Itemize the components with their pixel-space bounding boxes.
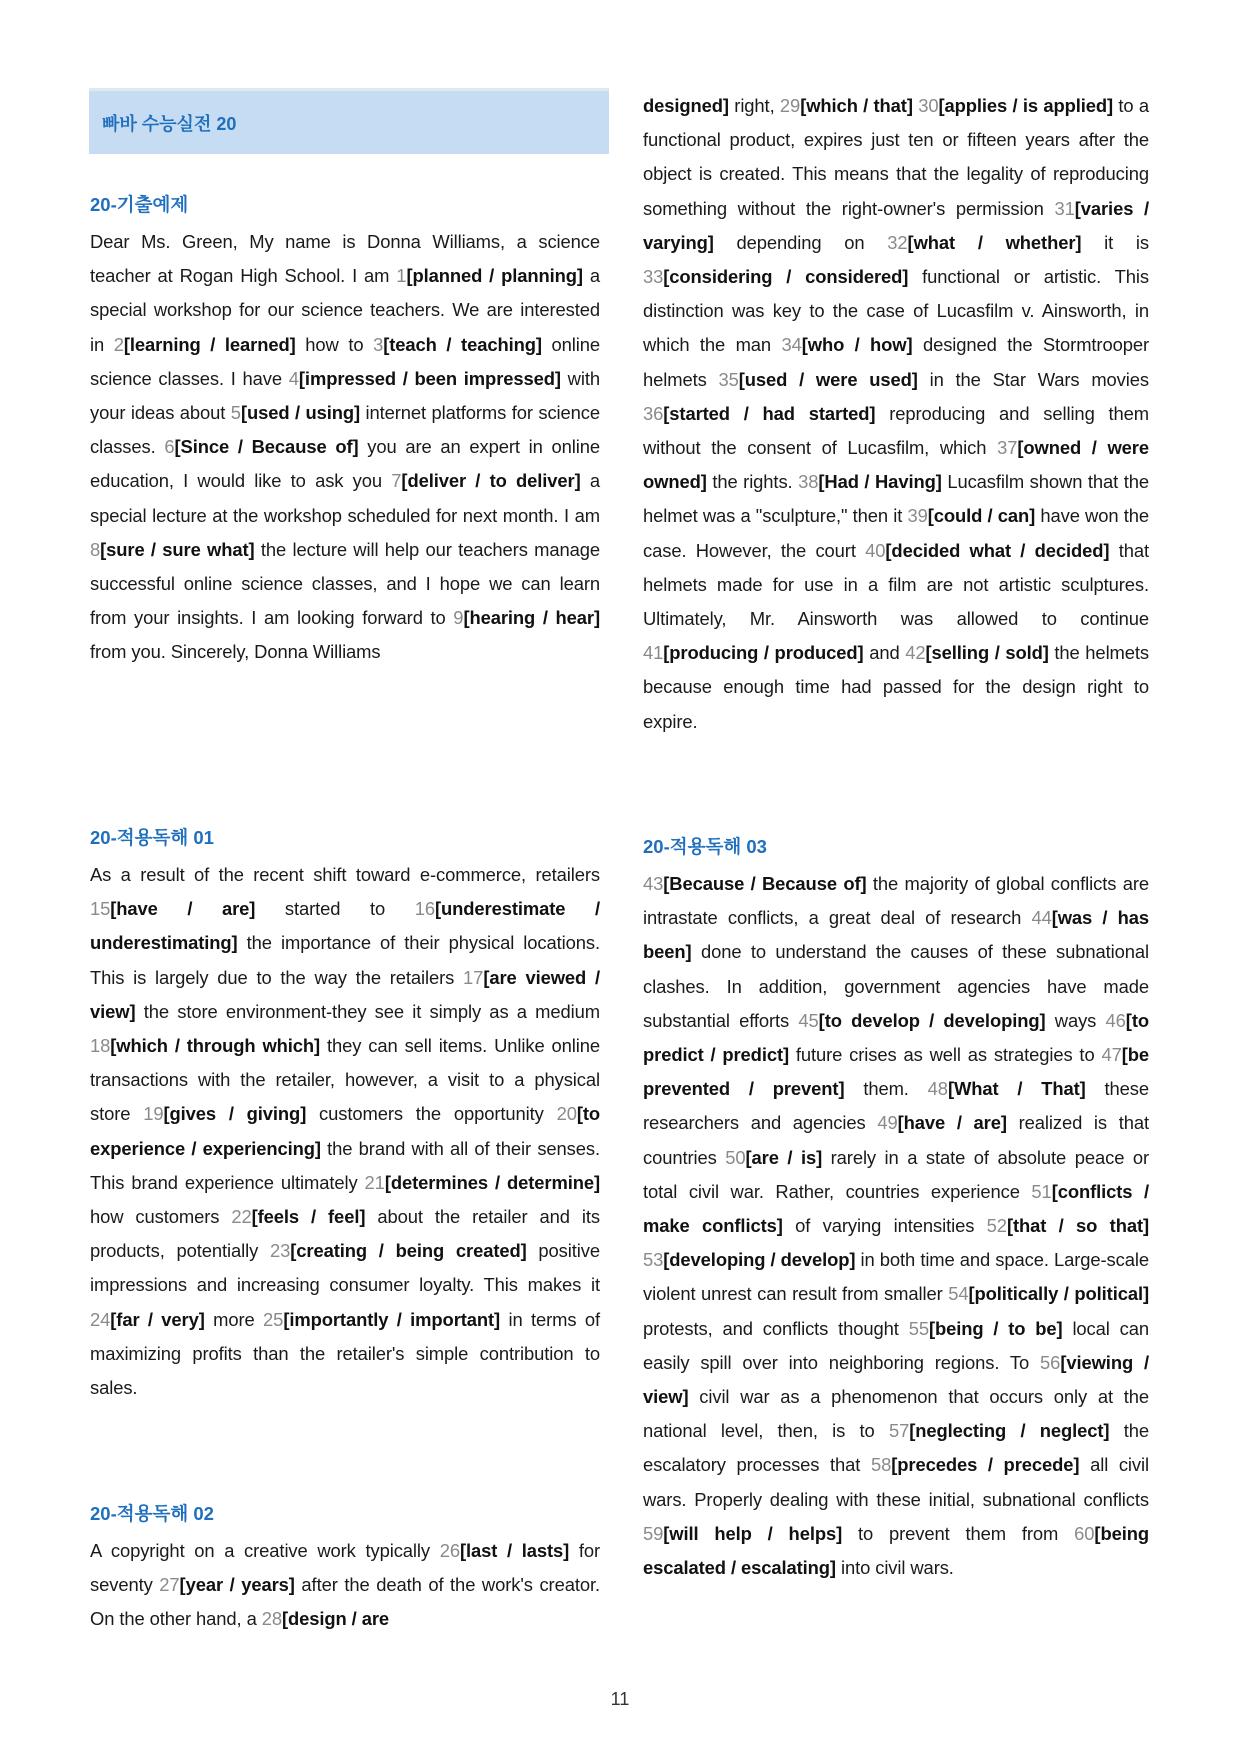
question-number: 26 [439,1540,460,1561]
section-body: designed] right, 29[which / that] 30[applies / is applied] to a functional product, expires just ten or fifteen years after the object is created. This means that the legality of reproducing something without the right-owner's permission 31[varies / varying] depending on 32[what / whether] it is 33[considering / considered] functional or artistic. This distinction was key to the case of Lucasfilm v. Ainsworth, in which the man 34[who / how] designed the Stormtrooper helmets 35[used / were used] in the Star Wars movies 36[started / had started] reproducing and selling them without the consent of Lucasfilm, which 37[owned / were owned] the rights. 38[Had / Having] Lucasfilm shown that the helmet was a "sculpture," then it 39[could / can] have won the case. However, the court 40[decided what / decided] that helmets made for use in a film are not artistic sculptures. Ultimately, Mr. Ainsworth was allowed to continue 41[producing / produced] and 42[selling / sold] the helmets because enough time had passed for the design right to expire. [643,95,1150,732]
question-number: 19 [143,1103,164,1125]
answer-choice: [decided what / decided] [885,539,1110,561]
question-number: 15 [90,898,111,920]
question-number: 53 [643,1249,664,1271]
answer-choice: [neglecting / neglect] [909,1420,1110,1442]
answer-choice: designed] [643,95,729,116]
section-body: As a result of the recent shift toward e-commerce, retailers 15[have / are] started to 16[underestimate / underestimating] the importance of their physical locations. This is largely due to the way the retailers 17[are viewed / view] the store environment-they see it simply as a medium 18[which / through which] they can sell items. Unlike online transactions with the retailer, however, a visit to a physical store 19[gives / giving] customers the opportunity 20[to experience / experiencing] the brand with all of their senses. This brand experience ultimately 21[determines / determine] how customers 22[feels / feel] about the retailer and its products, potentially 23[creating / being created] positive impressions and increasing consumer loyalty. This makes it 24[far / very] more 25[importantly / important] in terms of maximizing profits than the retailer's simple contribution to sales. [90,864,601,1399]
question-number: 37 [997,437,1018,459]
question-number: 54 [948,1283,969,1305]
answer-choice: [have / are] [897,1112,1007,1134]
answer-choice: [last / lasts] [459,1540,570,1561]
header-banner [89,88,609,154]
question-number: 17 [463,966,484,988]
section-reading-03 [643,835,1149,1585]
question-number: 48 [927,1078,948,1100]
question-number: 57 [888,1420,910,1442]
section-body: A copyright on a creative work typically 26[last / lasts] for seventy 27[year / years] after the death of the work's creator. On the other hand, a 28[design / are [90,1540,601,1630]
answer-choice: [to experience / experiencing] [90,1103,601,1159]
question-number: 9 [453,607,464,629]
answer-choice: [will help / helps] [663,1522,843,1544]
answer-choice: [that / so that] [1006,1215,1150,1237]
answer-choice: [to predict / predict] [643,1009,1149,1066]
question-number: 28 [261,1608,282,1630]
question-number: 3 [373,333,384,355]
answer-choice: [creating / being created] [290,1240,527,1262]
question-number: 51 [1031,1180,1052,1202]
answer-choice: [which / through which] [110,1035,321,1057]
answer-choice: [what / whether] [907,231,1082,253]
question-number: 40 [865,539,886,561]
question-number: 7 [391,470,402,492]
question-number: 34 [781,334,802,356]
answer-choice: [used / using] [240,402,361,424]
question-number: 6 [164,436,175,458]
answer-choice: [far / very] [110,1308,205,1330]
answer-choice: [viewing / view] [643,1351,1149,1408]
answer-choice: [design / are [281,1608,390,1630]
question-number: 49 [877,1112,898,1134]
question-number: 5 [230,402,241,424]
answer-choice: [impressed / been impressed] [298,367,561,389]
question-number: 31 [1054,197,1075,219]
question-number: 33 [643,266,664,288]
answer-choice: [planned / planning] [406,265,583,287]
answer-choice: [importantly / important] [283,1308,501,1330]
answer-choice: [started / had started] [663,402,876,424]
answer-choice: [Had / Having] [818,471,942,493]
answer-choice: [could / can] [927,505,1036,527]
question-number: 2 [113,333,124,355]
answer-choice: [precedes / precede] [891,1454,1080,1476]
question-number: 59 [643,1522,664,1544]
answer-choice: [being / to be] [928,1317,1063,1339]
answer-choice: [Since / Because of] [174,436,359,458]
answer-choice: [to develop / developing] [818,1009,1046,1031]
answer-choice: [considering / considered] [663,266,909,288]
answer-choice: [who / how] [801,334,913,356]
answer-choice: [year / years] [179,1574,295,1596]
question-number: 36 [643,402,664,424]
answer-choice: [What / That] [947,1078,1086,1100]
question-number: 8 [90,538,101,560]
section-reading-02-continued [643,89,1149,739]
section-title: 20-적용독해 02 [90,1503,214,1524]
question-number: 23 [270,1240,291,1262]
answer-choice: [underestimate / underestimating] [90,898,600,954]
question-number: 58 [870,1454,892,1476]
answer-choice: [producing / produced] [663,642,864,664]
answer-choice: [gives / giving] [163,1103,307,1125]
question-number: 29 [779,95,801,116]
section-title: 20-적용독해 01 [90,827,214,848]
answer-choice: [used / were used] [738,368,918,390]
question-number: 32 [887,231,908,253]
question-number: 45 [798,1009,819,1031]
answer-choice: [which / that] [800,95,913,116]
answer-choice: [selling / sold] [925,642,1049,664]
question-number: 44 [1031,907,1052,929]
section-example [90,193,600,670]
answer-choice: [Because / Because of] [663,873,867,894]
question-number: 35 [718,368,739,390]
section-title: 20-적용독해 03 [643,836,767,857]
question-number: 42 [905,642,926,664]
answer-choice: [varies / varying] [643,197,1149,253]
question-number: 52 [986,1215,1007,1237]
answer-choice: [be prevented / prevent] [643,1044,1150,1100]
answer-choice: [was / has been] [643,907,1149,963]
answer-choice: [owned / were owned] [643,437,1149,493]
question-number: 55 [908,1317,929,1339]
question-number: 38 [798,471,819,493]
question-number: 50 [725,1146,746,1168]
answer-choice: [determines / determine] [384,1171,600,1193]
question-number: 41 [643,642,664,664]
question-number: 46 [1105,1009,1126,1031]
section-body: Dear Ms. Green, My name is Donna Williams, a science teacher at Rogan High School. I am 1[planned / planning] a special workshop for our science teachers. We are interested in 2[learning / learned] how to 3[teach / teaching] online science classes. I have 4[impressed / been impressed] with your ideas about 5[used / using] internet platforms for science classes. 6[Since / Because of] you are an expert in online education, I would like to ask you 7[deliver / to deliver] a special lecture at the workshop scheduled for next month. I am 8[sure / sure what] the lecture will help our teachers manage successful online science classes, and I hope we can learn from your insights. I am looking forward to 9[hearing / hear] from you. Sincerely, Donna Williams [90,231,601,663]
question-number: 25 [263,1308,284,1330]
question-number: 24 [90,1308,111,1330]
question-number: 60 [1074,1522,1095,1544]
question-number: 16 [414,898,435,920]
answer-choice: [feels / feel] [251,1206,366,1228]
question-number: 30 [918,95,939,116]
question-number: 21 [364,1171,385,1193]
question-number: 4 [288,367,299,389]
page-number: 11 [610,1689,630,1709]
answer-choice: [being escalated / escalating] [643,1522,1149,1579]
answer-choice: [politically / political] [968,1283,1149,1305]
header-title: 빠바 수능실전 20 [102,113,237,134]
answer-choice: [hearing / hear] [463,607,600,629]
answer-choice: [conflicts / make conflicts] [643,1180,1150,1237]
answer-choice: [applies / is applied] [938,95,1114,116]
question-number: 39 [907,505,928,527]
answer-choice: [have / are] [110,898,256,920]
question-number: 47 [1101,1044,1122,1066]
question-number: 18 [90,1035,111,1057]
question-number: 27 [159,1574,180,1596]
question-number: 1 [396,265,407,287]
section-title: 20-기출예제 [90,194,189,215]
question-number: 20 [556,1103,577,1125]
section-reading-01 [90,826,600,1405]
question-number: 56 [1040,1351,1061,1373]
answer-choice: [sure / sure what] [100,538,255,560]
answer-choice: [teach / teaching] [383,333,542,355]
section-reading-02 [90,1502,600,1637]
question-number: 22 [231,1206,252,1228]
answer-choice: [deliver / to deliver] [401,470,581,492]
answer-choice: [developing / develop] [663,1249,856,1271]
answer-choice: [are / is] [745,1146,823,1168]
section-body: 43[Because / Because of] the majority of global conflicts are intrastate conflicts, a great deal of research 44[was / has been] done to understand the causes of these subnational clashes. In addition, government agencies have made substantial efforts 45[to develop / developing] ways 46[to predict / predict] future crises as well as strategies to 47[be prevented / prevent] them. 48[What / That] these researchers and agencies 49[have / are] realized is that countries 50[are / is] rarely in a state of absolute peace or total civil war. Rather, countries experience 51[conflicts / make conflicts] of varying intensities 52[that / so that] 53[developing / develop] in both time and space. Large-scale violent unrest can result from smaller 54[politically / political] protests, and conflicts thought 55[being / to be] local can easily spill over into neighboring regions. To 56[viewing / view] civil war as a phenomenon that occurs only at the national level, then, is to 57[neglecting / neglect] the escalatory processes that 58[precedes / precede] all civil wars. Properly dealing with these initial, subnational conflicts 59[will help / helps] to prevent them from 60[being escalated / escalating] into civil wars. [643,873,1150,1579]
question-number: 43 [643,873,664,894]
answer-choice: [are viewed / view] [90,966,600,1022]
answer-choice: [learning / learned] [123,333,296,355]
